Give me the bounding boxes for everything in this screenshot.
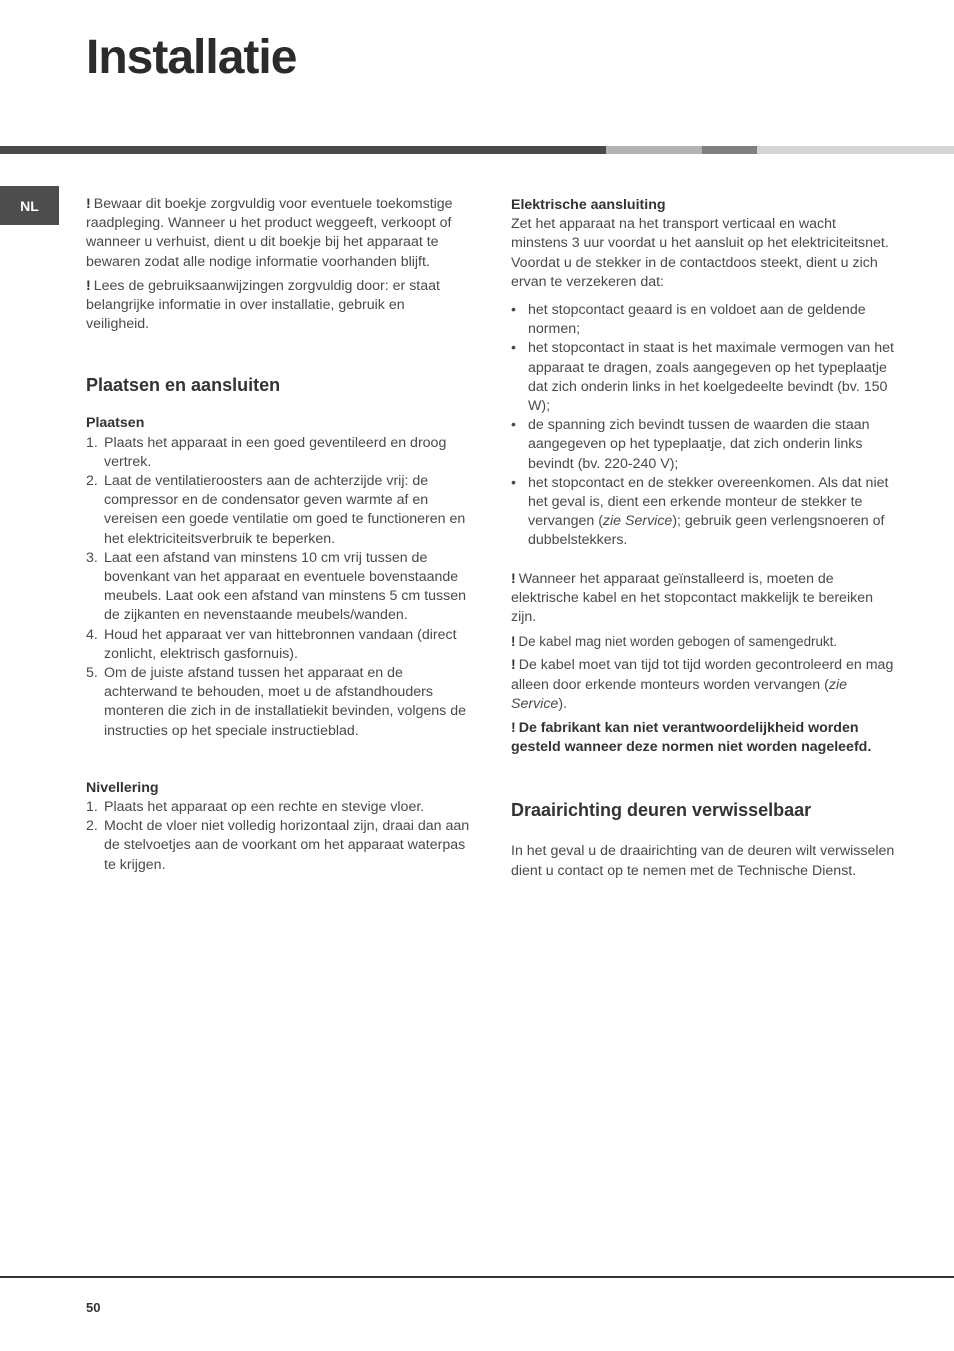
list-item-text: Plaats het apparaat in een goed geventileerd en droog vertrek. [104, 434, 447, 470]
elektrisch-intro: Zet het apparaat na het transport verticaal en wacht minstens 3 uur voordat u het aansluit op het elektriciteitsnet. Voordat u de stekker in de contactdoos steekt, dient u zich ervan te verzekeren dat: [511, 216, 889, 290]
language-tab-label: NL [20, 197, 39, 214]
nivellering-list [86, 798, 471, 875]
list-item [511, 301, 896, 339]
bullet-icon: • [511, 340, 516, 357]
list-item [511, 339, 896, 416]
list-item-number: 1. [86, 434, 98, 451]
warning-note-3 [511, 656, 896, 714]
list-item-text: Houd het apparaat ver van hittebronnen vandaan (direct zonlicht, elektrisch gasfornuis). [104, 626, 457, 662]
list-item [86, 434, 471, 472]
list-item [511, 474, 896, 551]
list-item [86, 549, 471, 626]
warning-mark: ! [86, 196, 91, 212]
list-item-text: Laat een afstand van minstens 10 cm vrij tussen de bovenkant van het apparaat en eventuele bovenstaande meubels. Laat ook een afstand van minstens 5 cm tussen de zijkanten en nevenstaande meubels/wanden. [104, 549, 466, 624]
warning-note-4-text: De fabrikant kan niet verantwoordelijkheid worden gesteld wanneer deze normen niet worden nageleefd. [511, 720, 872, 756]
list-item-number: 2. [86, 818, 98, 835]
warning-note-1 [511, 570, 896, 628]
warning-note-3-text-before: De kabel moet van tijd tot tijd worden gecontroleerd en mag alleen door erkende monteurs worden vervangen ( [511, 657, 894, 693]
list-item [86, 472, 471, 549]
intro-note-2-text: Lees de gebruiksaanwijzingen zorgvuldig door: er staat belangrijke informatie in over installatie, gebruik en veiligheid. [86, 277, 440, 333]
warning-mark: ! [511, 634, 516, 650]
warning-note-2 [511, 632, 896, 651]
list-item-number: 1. [86, 799, 98, 816]
list-item-text: Mocht de vloer niet volledig horizontaal zijn, draai dan aan de stelvoetjes aan de voorkant om het apparaat waterpas te krijgen. [104, 818, 470, 873]
header-bar-dark [0, 146, 606, 154]
subheading-plaatsen: Plaatsen [86, 415, 145, 432]
warning-mark: ! [511, 720, 516, 737]
right-column [511, 196, 896, 881]
header-bar-mid [606, 146, 702, 154]
list-item-text: het stopcontact in staat is het maximale vermogen van het apparaat te dragen, zoals aangegeven op het typeplaatje dat zich onderin links in het koelgedeelte bevindt (bv. 150 W); [528, 340, 894, 415]
footer-rule [0, 1276, 954, 1278]
section-title-draairichting: Draairichting deuren verwisselbaar [511, 800, 812, 821]
list-item-text: Laat de ventilatieroosters aan de achterzijde vrij: de compressor en de condensator geven warmte af en vereisen een goede ventilatie om goed te functioneren en het elektriciteitsverbruik te beperken. [104, 473, 466, 547]
list-item [86, 798, 471, 817]
list-item-number: 4. [86, 626, 98, 643]
service-reference: zie Service [602, 513, 673, 530]
list-item-number: 3. [86, 549, 98, 566]
list-item-text: de spanning zich bevindt tussen de waarden die staan aangegeven op het typeplaatje, dat zich onderin links bevindt (bv. 220-240 V); [528, 417, 870, 472]
warning-note-2-text: De kabel mag niet worden gebogen of samengedrukt. [518, 634, 838, 650]
service-reference: zie Service [511, 676, 847, 712]
list-item-text-before: het stopcontact en de stekker overeenkomen. Als dat niet het geval is, dient een erkende monteur de stekker te vervangen ( [528, 474, 889, 530]
bullet-icon: • [511, 474, 516, 491]
list-item [86, 626, 471, 664]
intro-note-1-text: Bewaar dit boekje zorgvuldig voor eventuele toekomstige raadpleging. Wanneer u het product weggeeft, verkoopt of wanneer u verhuist, dient u dit boekje bij het apparaat te bewaren zodat alle nodige informatie voorhanden blijft. [86, 196, 453, 270]
list-item-text: Om de juiste afstand tussen het apparaat en de achterwand te behouden, moet u de afstandhouders monteren die zich in de installatiekit bevinden, volgens de instructies op het speciale instructieblad. [104, 665, 467, 739]
header-bar-dark2 [702, 146, 757, 154]
list-item [86, 664, 471, 741]
list-item [86, 817, 471, 875]
list-item-number: 5. [86, 665, 98, 682]
language-tab [0, 186, 59, 225]
intro-note-1 [86, 195, 471, 272]
page-title: Installatie [86, 31, 297, 84]
warning-mark: ! [86, 277, 91, 294]
bullet-icon: • [511, 302, 516, 319]
elektrisch-bullet-list [511, 301, 896, 551]
subheading-nivellering: Nivellering [86, 779, 159, 796]
bullet-icon: • [511, 417, 516, 434]
warning-note-3-text-after: ). [558, 695, 567, 712]
intro-note-2 [86, 277, 471, 335]
list-item-text: Plaats het apparaat op een rechte en stevige vloer. [104, 799, 425, 816]
warning-mark: ! [511, 657, 516, 674]
list-item-number: 2. [86, 473, 98, 490]
list-item-text-after: ); gebruik geen verlengsnoeren of dubbelstekkers. [528, 513, 885, 549]
subheading-elektrische-aansluiting: Elektrische aansluiting [511, 197, 666, 213]
section-title-plaatsen-aansluiten: Plaatsen en aansluiten [86, 375, 281, 396]
header-bar-light [757, 146, 954, 154]
warning-note-1-text: Wanneer het apparaat geïnstalleerd is, moeten de elektrische kabel en het stopcontact makkelijk te bereiken zijn. [511, 570, 873, 626]
plaatsen-list [86, 434, 471, 741]
warning-mark: ! [511, 570, 516, 587]
left-column [86, 195, 471, 875]
list-item [511, 416, 896, 474]
list-item-text: het stopcontact geaard is en voldoet aan de geldende normen; [528, 302, 866, 338]
warning-note-4 [511, 719, 896, 757]
draairichting-text: In het geval u de draairichting van de deuren wilt verwisselen dient u contact op te nemen met de Technische Dienst. [511, 843, 895, 879]
page-number: 50 [86, 1300, 101, 1315]
